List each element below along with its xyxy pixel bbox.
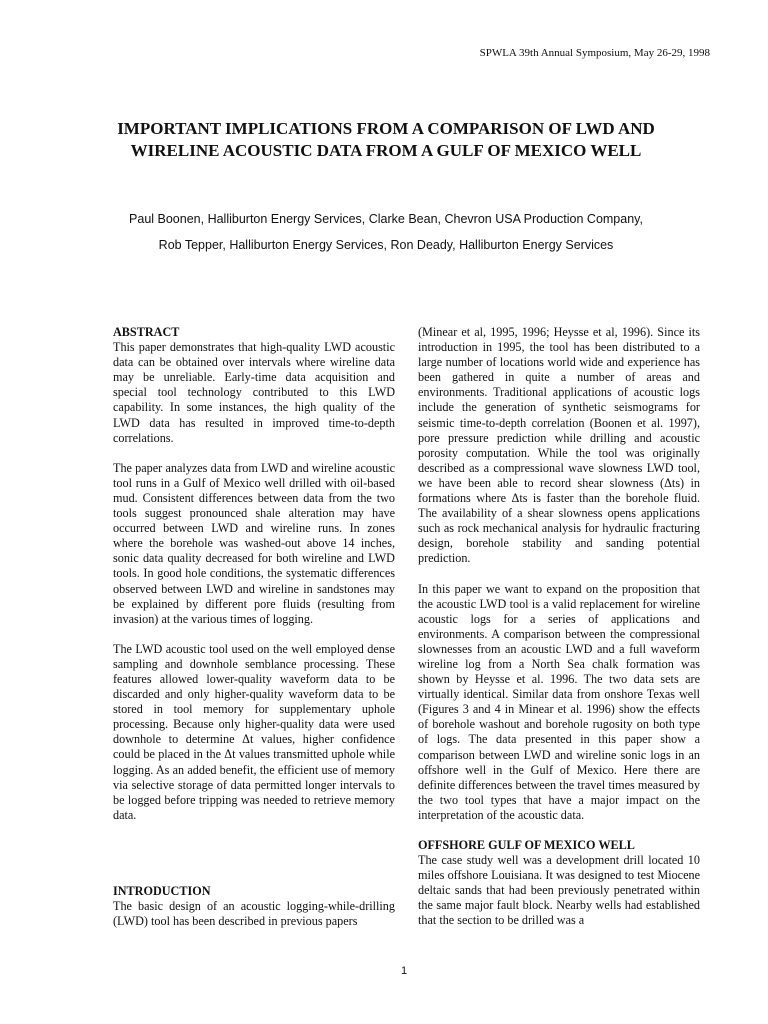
abstract-paragraph-3: The LWD acoustic tool used on the well employed dense sampling and downhole semblance processing. These features allowed lower-quality waveform data to be discarded and only higher-quality waveform data to be stored in tool memory for supplementary uphole processing. Because only higher-quality data were used downhole to determine Δt values, higher confidence could be placed in the Δt values transmitted uphole while logging. As an added benefit, the efficient use of memory via selective storage of data permitted longer intervals to be logged before tripping was needed to retrieve memory data. (113, 641, 395, 822)
authors-line-2: Rob Tepper, Halliburton Energy Services, Ron Deady, Halliburton Energy Services (158, 238, 614, 252)
section-spacer (113, 838, 395, 884)
introduction-paragraph-2: (Minear et al, 1995, 1996; Heysse et al, 1996). Since its introduction in 1995, the tool has been distributed to a large number of locations world wide and experience has been gathered in quite a number of areas and environments. Traditional applications of acoustic logs include the generation of synthetic seismograms for seismic time-to-depth correlation (Boonen et al. 1997), pore pressure prediction while drilling and acoustic porosity computation. While the tool was originally described as a compressional wave slowness LWD tool, we have been able to record shear slowness (Δts) in formations where Δts is faster than the borehole fluid. The availability of a shear slowness opens applications such as rock mechanical analysis for hydraulic fracturing design, borehole stability and sanding potential prediction. (418, 325, 700, 566)
title-line-2: WIRELINE ACOUSTIC DATA FROM A GULF OF MEXICO WELL (130, 141, 642, 160)
title-line-1: IMPORTANT IMPLICATIONS FROM A COMPARISON OF LWD AND (117, 119, 655, 138)
abstract-paragraph-1: This paper demonstrates that high-quality LWD acoustic data can be obtained over intervals where wireline data may be unreliable. Early-time data acquisition and special tool technology contributed to this LWD capability. In some instances, the high quality of the LWD data has resulted in improved time-to-depth correlations. (113, 340, 395, 445)
offshore-well-heading: OFFSHORE GULF OF MEXICO WELL (418, 838, 635, 852)
authors-line-1: Paul Boonen, Halliburton Energy Services, Clarke Bean, Chevron USA Production Company, (129, 212, 643, 226)
right-column (418, 325, 700, 944)
paper-title (80, 118, 692, 162)
introduction-heading: INTRODUCTION (113, 883, 211, 898)
conference-header: SPWLA 39th Annual Symposium, May 26-29, 1998 (479, 47, 710, 59)
offshore-well-paragraph: The case study well was a development drill located 10 miles offshore Louisiana. It was designed to test Miocene deltaic sands that had been previously penetrated within the same major fault block. Nearby wells had established that the section to be drilled was a (418, 853, 700, 928)
introduction-paragraph-1: The basic design of an acoustic logging-while-drilling (LWD) tool has been described in previous papers (113, 899, 395, 929)
introduction-paragraph-3: In this paper we want to expand on the proposition that the acoustic LWD tool is a valid replacement for wireline acoustic logs for a series of applications and environments. A comparison between the compressional slownesses from an acoustic LWD and a full waveform wireline log from a North Sea chalk formation was shown by Heysse et al. 1996. The two data sets are virtually identical. Similar data from onshore Texas well (Figures 3 and 4 in Minear et al. 1996) show the effects of borehole washout and borehole rugosity on both type of logs. The data presented in this paper show a comparison between LWD and wireline sonic logs in an offshore well in the Gulf of Mexico. Here there are definite differences between the travel times measured by the two tool types that have a major impact on the interpretation of the acoustic data. (418, 581, 700, 822)
author-list (70, 206, 702, 258)
abstract-paragraph-2: The paper analyzes data from LWD and wireline acoustic tool runs in a Gulf of Mexico well drilled with oil-based mud. Consistent differences between data from the two tools suggest pronounced shale alteration may have occurred between LWD and wireline runs. In zones where the borehole was washed-out above 14 inches, sonic data quality decreased for both wireline and LWD tools. In good hole conditions, the systematic differences observed between LWD and wireline in sandstones may be explained by different pore fluids (resulting from invasion) at the various times of logging. (113, 460, 395, 626)
page-number: 1 (400, 965, 408, 977)
left-column (113, 325, 395, 944)
abstract-heading: ABSTRACT (113, 325, 180, 339)
